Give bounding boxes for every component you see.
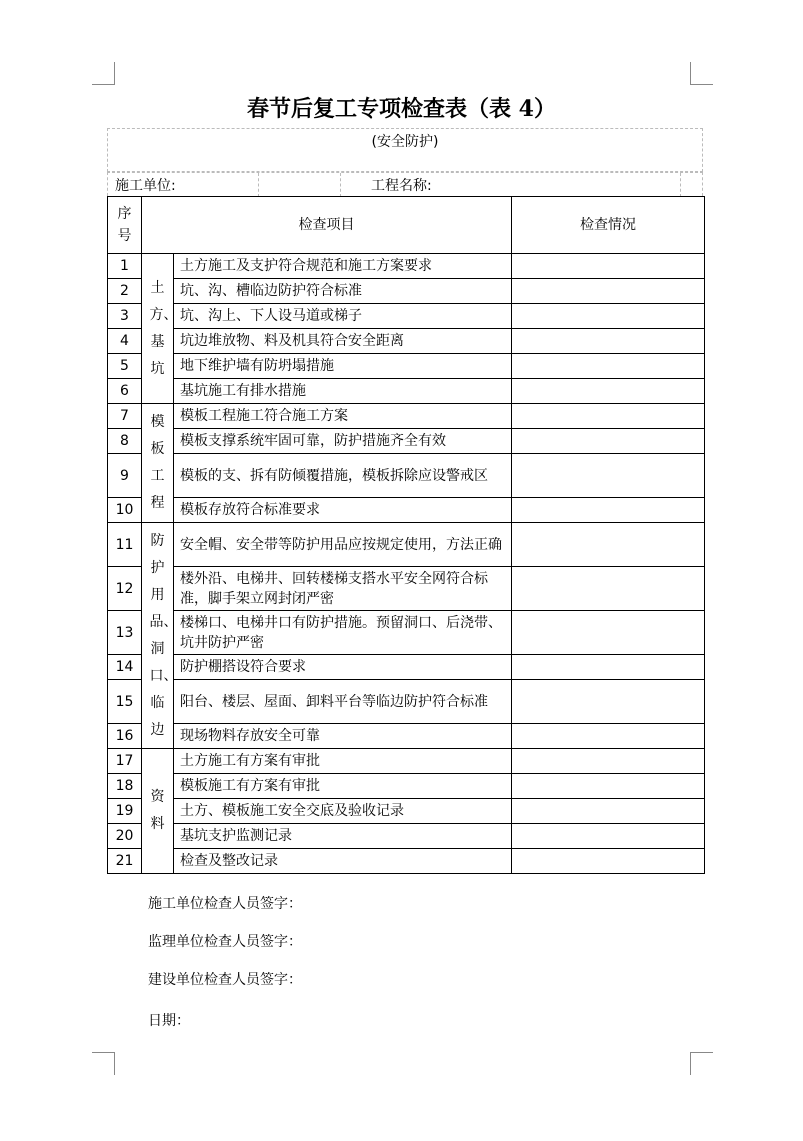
check-item: 模板支撑系统牢固可靠，防护措施齐全有效 [174,429,512,454]
status-cell[interactable] [512,304,705,329]
row-number: 21 [108,849,142,874]
divider [340,173,341,197]
contractor-unit-label: 施工单位: [115,178,176,194]
item-header: 检查项目 [142,197,512,254]
status-cell[interactable] [512,329,705,354]
check-item: 土方施工及支护符合规范和施工方案要求 [174,254,512,279]
status-cell[interactable] [512,655,705,680]
table-row [108,304,705,329]
date-label: 日期： [148,1013,190,1029]
status-cell[interactable] [512,429,705,454]
divider [680,173,681,197]
status-cell[interactable] [512,724,705,749]
row-number: 7 [108,404,142,429]
table-row [108,254,705,279]
subtitle-box [107,128,703,172]
subtitle: (安全防护) [371,134,439,150]
table-row [108,724,705,749]
check-item: 模板工程施工符合施工方案 [174,404,512,429]
check-item: 模板施工有方案有审批 [174,774,512,799]
status-header: 检查情况 [512,197,705,254]
row-number: 16 [108,724,142,749]
table-row [108,680,705,724]
check-item: 检查及整改记录 [174,849,512,874]
info-row [107,172,703,196]
page-title: 春节后复工专项检查表（表 4） [247,96,556,122]
page-corner-mark [690,62,713,85]
table-row [108,279,705,304]
check-item: 安全帽、安全带等防护用品应按规定使用，方法正确 [174,523,512,567]
contractor-signature-label: 施工单位检查人员签字： [148,896,302,912]
table-row [108,404,705,429]
row-number: 3 [108,304,142,329]
table-row [108,354,705,379]
row-number: 9 [108,454,142,498]
category-documents: 资料 [142,749,174,874]
status-cell[interactable] [512,611,705,655]
status-cell[interactable] [512,774,705,799]
category-formwork: 模板工程 [142,404,174,523]
table-row [108,454,705,498]
page-corner-mark [92,62,115,85]
check-item: 阳台、楼层、屋面、卸料平台等临边防护符合标准 [174,680,512,724]
check-item: 坑、沟上、下人设马道或梯子 [174,304,512,329]
table-row [108,523,705,567]
row-number: 6 [108,379,142,404]
owner-signature-label: 建设单位检查人员签字： [148,972,302,988]
table-header-row [108,197,705,254]
check-item: 地下维护墙有防坍塌措施 [174,354,512,379]
status-cell[interactable] [512,567,705,611]
check-item: 楼外沿、电梯井、回转楼梯支搭水平安全网符合标准，脚手架立网封闭严密 [174,567,512,611]
status-cell[interactable] [512,680,705,724]
table-row [108,498,705,523]
row-number: 18 [108,774,142,799]
check-item: 楼梯口、电梯井口有防护措施。预留洞口、后浇带、坑井防护严密 [174,611,512,655]
check-item: 基坑施工有排水措施 [174,379,512,404]
check-item: 模板存放符合标准要求 [174,498,512,523]
check-item: 土方、模板施工安全交底及验收记录 [174,799,512,824]
row-number: 8 [108,429,142,454]
seq-header: 序号 [108,197,142,254]
status-cell[interactable] [512,454,705,498]
status-cell[interactable] [512,498,705,523]
row-number: 5 [108,354,142,379]
category-earthwork: 土方、基坑 [142,254,174,404]
table-row [108,655,705,680]
status-cell[interactable] [512,799,705,824]
table-row [108,329,705,354]
row-number: 15 [108,680,142,724]
row-number: 11 [108,523,142,567]
row-number: 4 [108,329,142,354]
check-item: 土方施工有方案有审批 [174,749,512,774]
table-row [108,379,705,404]
check-item: 模板的支、拆有防倾覆措施，模板拆除应设警戒区 [174,454,512,498]
row-number: 13 [108,611,142,655]
status-cell[interactable] [512,354,705,379]
check-item: 坑、沟、槽临边防护符合标准 [174,279,512,304]
table-row [108,611,705,655]
table-row [108,774,705,799]
row-number: 14 [108,655,142,680]
status-cell[interactable] [512,279,705,304]
project-name-label: 工程名称: [371,178,432,194]
check-item: 基坑支护监测记录 [174,824,512,849]
table-row [108,429,705,454]
status-cell[interactable] [512,523,705,567]
category-protection: 防护用品、洞口、临边 [142,523,174,749]
table-row [108,799,705,824]
inspection-table [107,196,705,874]
status-cell[interactable] [512,749,705,774]
table-row [108,849,705,874]
table-row [108,567,705,611]
page-corner-mark [690,1052,713,1075]
table-row [108,749,705,774]
divider [258,173,259,197]
status-cell[interactable] [512,824,705,849]
supervisor-signature-label: 监理单位检查人员签字： [148,934,302,950]
check-item: 防护棚搭设符合要求 [174,655,512,680]
status-cell[interactable] [512,404,705,429]
row-number: 10 [108,498,142,523]
status-cell[interactable] [512,379,705,404]
check-item: 现场物料存放安全可靠 [174,724,512,749]
check-item: 坑边堆放物、料及机具符合安全距离 [174,329,512,354]
row-number: 2 [108,279,142,304]
page-corner-mark [92,1052,115,1075]
row-number: 17 [108,749,142,774]
row-number: 20 [108,824,142,849]
row-number: 1 [108,254,142,279]
status-cell[interactable] [512,254,705,279]
status-cell[interactable] [512,849,705,874]
row-number: 19 [108,799,142,824]
table-row [108,824,705,849]
row-number: 12 [108,567,142,611]
